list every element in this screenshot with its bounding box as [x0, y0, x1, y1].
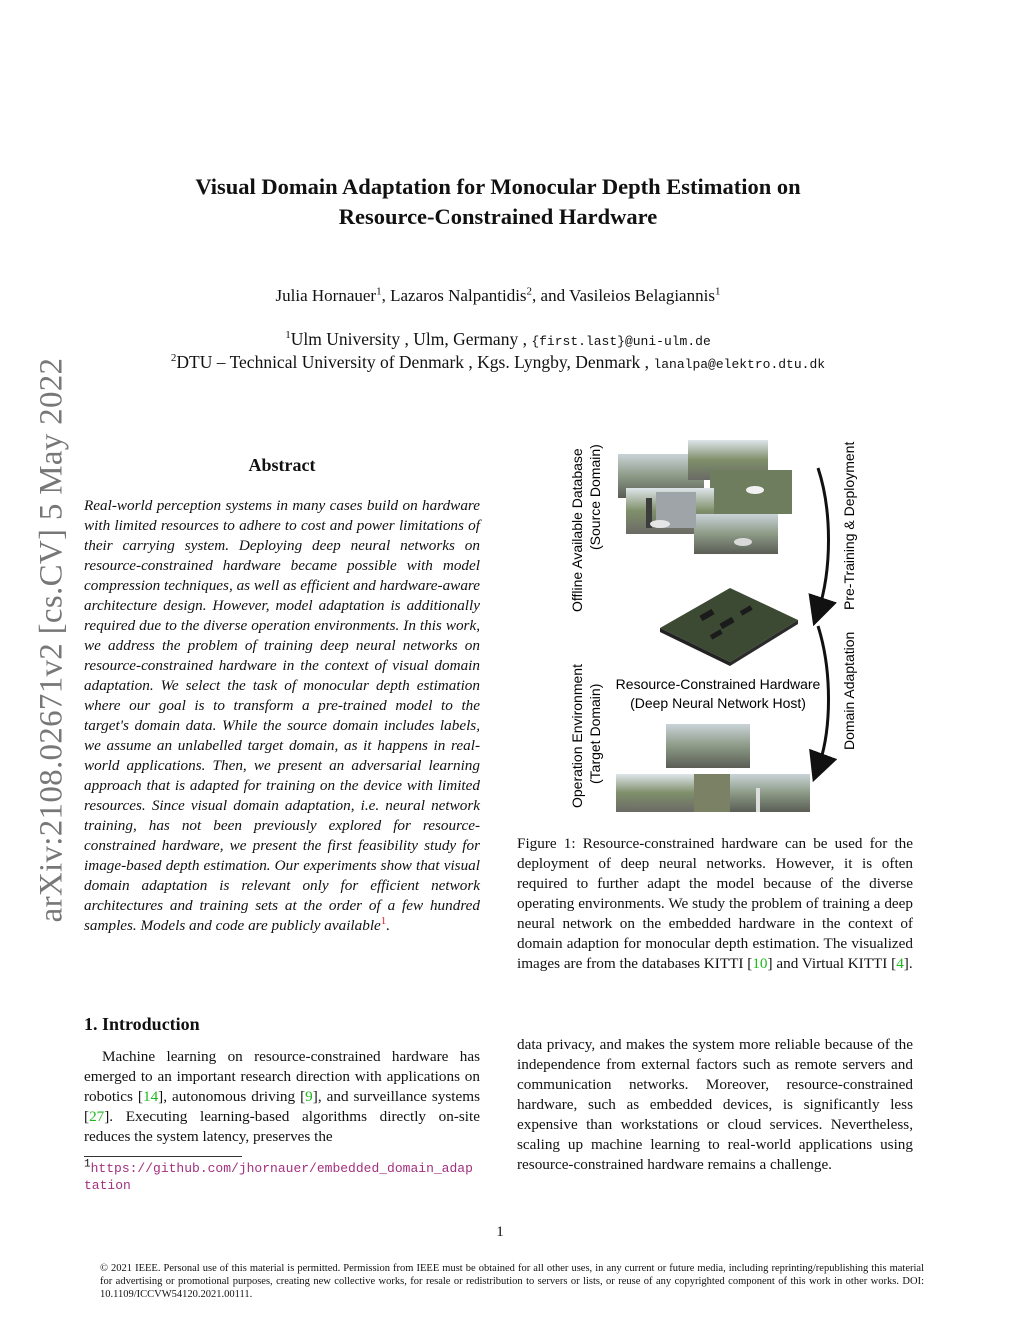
abstract-body: Real-world perception systems in many cases build on hardware with limited resources to adhere to cost and power limitations of their carrying system. Deploying deep neural networks on resource-constrained hardware became possible with model compression techniques, as well as efficient and hardware-aware architecture design. However, model adaptation is additionally required due to the diverse operation environments. In this work, we address the problem of training deep neural networks on resource-constrained hardware in the context of visual domain adaptation. We select the task of monocular depth estimation where our goal is to transform a pre-trained model to the target's domain data. While the source domain includes labels, we assume an unlabelled target domain, as it happens in real-world applications. Then, we present an adversarial learning approach that is adapted for training on the device with limited resources. Since visual domain adaptation, i.e. neural network training, has not been previously explored for resource-constrained hardware, we present the first feasibility study for image-based depth estimation. Our experiments show that visual domain adaptation is relevant only for efficient network architectures and training sets at the order of a few hundred samples. Models and code are publicly available — [84, 497, 480, 934]
affiliation-1 — [60, 328, 936, 353]
source-domain-label: Offline Available Database — [569, 448, 585, 612]
author-list — [100, 286, 896, 306]
target-image-4 — [730, 774, 810, 812]
figure-1-caption — [517, 834, 913, 974]
author-name: Julia Hornauer — [275, 286, 377, 305]
caption-text: ] and Virtual KITTI [ — [767, 955, 897, 972]
intro-text: ], and surveillance systems [ — [84, 1088, 480, 1125]
target-domain-sublabel: (Target Domain) — [587, 683, 603, 784]
source-car — [650, 520, 670, 528]
source-image-5 — [694, 514, 778, 554]
paper-title — [100, 172, 896, 232]
abstract-heading: Abstract — [248, 455, 316, 475]
introduction-continued: data privacy, and makes the system more reliable because of the independence from external factors such as remote servers and communication networks. Moreover, resource-constrained hardware, such as embedded devices, is significantly less expensive than workstations or cloud services. Nevertheless, scaling up machine learning to real-world applications using resource-constrained hardware remains a challenge. — [517, 1036, 913, 1173]
affiliation-text: Ulm University , Ulm, Germany , — [290, 329, 532, 349]
page-number: 1 — [496, 1224, 504, 1240]
abstract-end: . — [386, 917, 391, 934]
pre-training-label: Pre-Training & Deployment — [841, 441, 857, 610]
hardware-label: Resource-Constrained Hardware — [615, 676, 821, 692]
target-domain-label: Operation Environment — [569, 664, 585, 808]
footnote-rule — [84, 1156, 242, 1157]
author-affiliation-mark: 1 — [376, 285, 382, 298]
source-car — [734, 538, 752, 546]
author-separator: , and — [532, 286, 570, 305]
intro-text: ], autonomous driving [ — [158, 1088, 306, 1105]
footnote-url-link[interactable]: https://github.com/jhornauer/embedded_domain_adaptation — [84, 1161, 473, 1193]
citation-link[interactable]: 14 — [142, 1088, 159, 1105]
intro-text: Machine learning on resource-constrained hardware has emerged to an important research direction with applications on robotics [ — [84, 1048, 480, 1105]
target-image-1 — [666, 724, 750, 768]
author-affiliation-mark: 1 — [714, 285, 721, 298]
domain-adaptation-arrow — [818, 626, 829, 768]
author-name: Lazaros Nalpantidis — [390, 286, 527, 305]
hardware-sublabel: (Deep Neural Network Host) — [630, 695, 806, 711]
intro-text: ]. Executing learning-based algorithms directly on-site reduces the system latency, preserves the — [84, 1108, 480, 1145]
affiliation-number: 1 — [285, 329, 291, 342]
author-name: Vasileios Belagiannis — [569, 286, 715, 305]
introduction-paragraph — [84, 1047, 480, 1147]
copyright-notice: © 2021 IEEE. Personal use of this material is permitted. Permission from IEEE must be obtained for all other uses, in any current or future media, including reprinting/republishing this material for advertising or promotional purposes, creating new collective works, for resale or redistribution to servers or lists, or reuse of any copyrighted component of this work in other works. DOI: 10.1109/ICCVW54120.2021.00111. — [100, 1263, 924, 1300]
abstract-text — [84, 496, 480, 936]
source-car — [746, 486, 764, 494]
citation-link[interactable]: 9 — [305, 1088, 313, 1105]
title-line-2: Resource-Constrained Hardware — [338, 204, 658, 229]
affiliation-email: {first.last}@uni-ulm.de — [531, 334, 711, 349]
affiliation-2 — [60, 351, 936, 376]
figure-1-diagram — [560, 440, 882, 818]
abstract-footnote-link[interactable]: 1 — [380, 914, 387, 927]
author-affiliation-mark: 2 — [526, 285, 533, 298]
pre-training-arrow — [818, 468, 829, 612]
section-heading-introduction: 1. Introduction — [84, 1014, 200, 1034]
citation-link[interactable]: 4 — [896, 955, 904, 972]
title-line-1: Visual Domain Adaptation for Monocular Depth Estimation on — [195, 174, 801, 199]
affiliation-text: DTU – Technical University of Denmark , Kgs. Lyngby, Denmark , — [176, 352, 654, 372]
footnote — [84, 1160, 480, 1194]
target-image-2 — [616, 774, 696, 812]
affiliation-email: lanalpa@elektro.dtu.dk — [653, 357, 826, 372]
citation-link[interactable]: 27 — [89, 1108, 105, 1125]
road-marking — [756, 788, 760, 812]
citation-link[interactable]: 10 — [752, 955, 768, 972]
footnote-mark: 1 — [84, 1158, 91, 1171]
author-separator: , — [381, 286, 391, 305]
caption-text: ]. — [903, 955, 913, 972]
affiliation-number: 2 — [170, 352, 177, 365]
source-domain-sublabel: (Source Domain) — [587, 444, 603, 550]
domain-adaptation-label: Domain Adaptation — [841, 631, 857, 750]
arxiv-identifier: arXiv:2108.02671v2 [cs.CV] 5 May 2022 — [33, 357, 70, 923]
caption-text: Figure 1: Resource-constrained hardware can be used for the deployment of deep neural networks. However, it is often required to further adapt the model because of the diverse operating environments. We study the problem of training a deep neural network on the embedded hardware in the context of domain adaption for monocular depth estimation. The visualized images are from the databases KITTI [ — [517, 835, 913, 972]
